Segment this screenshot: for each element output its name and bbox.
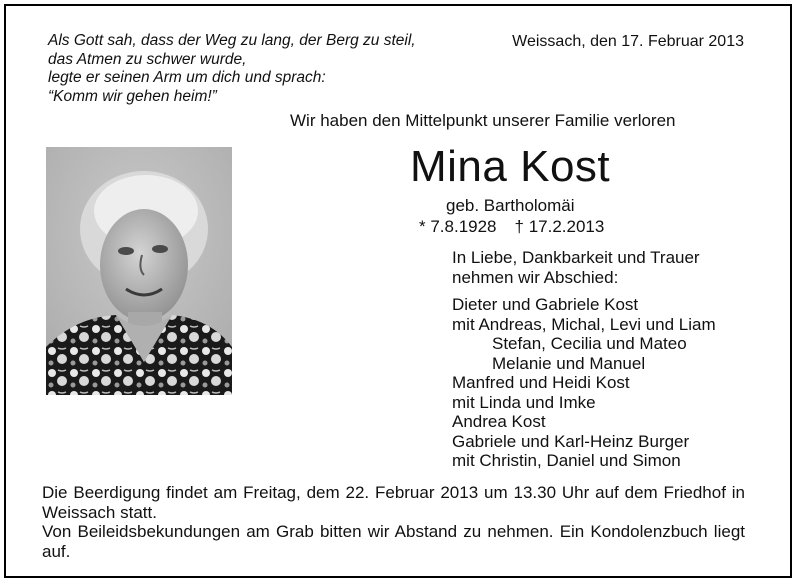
family-line: Dieter und Gabriele Kost [452, 295, 639, 314]
birth-date: * 7.8.1928 [419, 217, 497, 236]
family-line: mit Christin, Daniel und Simon [452, 451, 681, 470]
family-line: Melanie und Manuel [492, 353, 646, 373]
family-line: Andrea Kost [452, 412, 546, 431]
poem-line: Als Gott sah, dass der Weg zu lang, der Berg zu steil, [48, 32, 416, 49]
life-dates [419, 217, 604, 237]
mourners-block [452, 248, 716, 471]
condolence-text: Von Beileidsbekundungen am Grab bitten wir Abstand zu nehmen. Ein Kondolenzbuch liegt auf. [42, 522, 745, 561]
family-line: Manfred und Heidi Kost [452, 373, 630, 392]
deceased-name: Mina Kost [410, 142, 611, 191]
farewell-line: nehmen wir Abschied: [452, 267, 619, 287]
farewell-line: In Liebe, Dankbarkeit und Trauer [452, 248, 700, 267]
funeral-text: Die Beerdigung findet am Freitag, dem 22. Februar 2013 um 13.30 Uhr auf dem Friedhof in Weissach statt. [42, 483, 745, 522]
memorial-poem [48, 32, 416, 106]
poem-line: legte er seinen Arm um dich und sprach: [48, 69, 326, 86]
maiden-name: geb. Bartholomäi [446, 196, 575, 215]
family-line: mit Andreas, Michal, Levi und Liam [452, 314, 716, 334]
death-date: † 17.2.2013 [514, 217, 605, 236]
poem-line: das Atmen zu schwer wurde, [48, 50, 247, 68]
portrait-photo [46, 147, 232, 395]
funeral-info [42, 483, 745, 561]
poem-line: “Komm wir gehen heim!” [48, 87, 217, 105]
family-line: mit Linda und Imke [452, 392, 596, 412]
place-date: Weissach, den 17. Februar 2013 [512, 33, 744, 50]
family-line: Gabriele und Karl-Heinz Burger [452, 431, 690, 451]
intro-line: Wir haben den Mittelpunkt unserer Familie verloren [290, 111, 676, 130]
family-line: Stefan, Cecilia und Mateo [492, 334, 687, 353]
